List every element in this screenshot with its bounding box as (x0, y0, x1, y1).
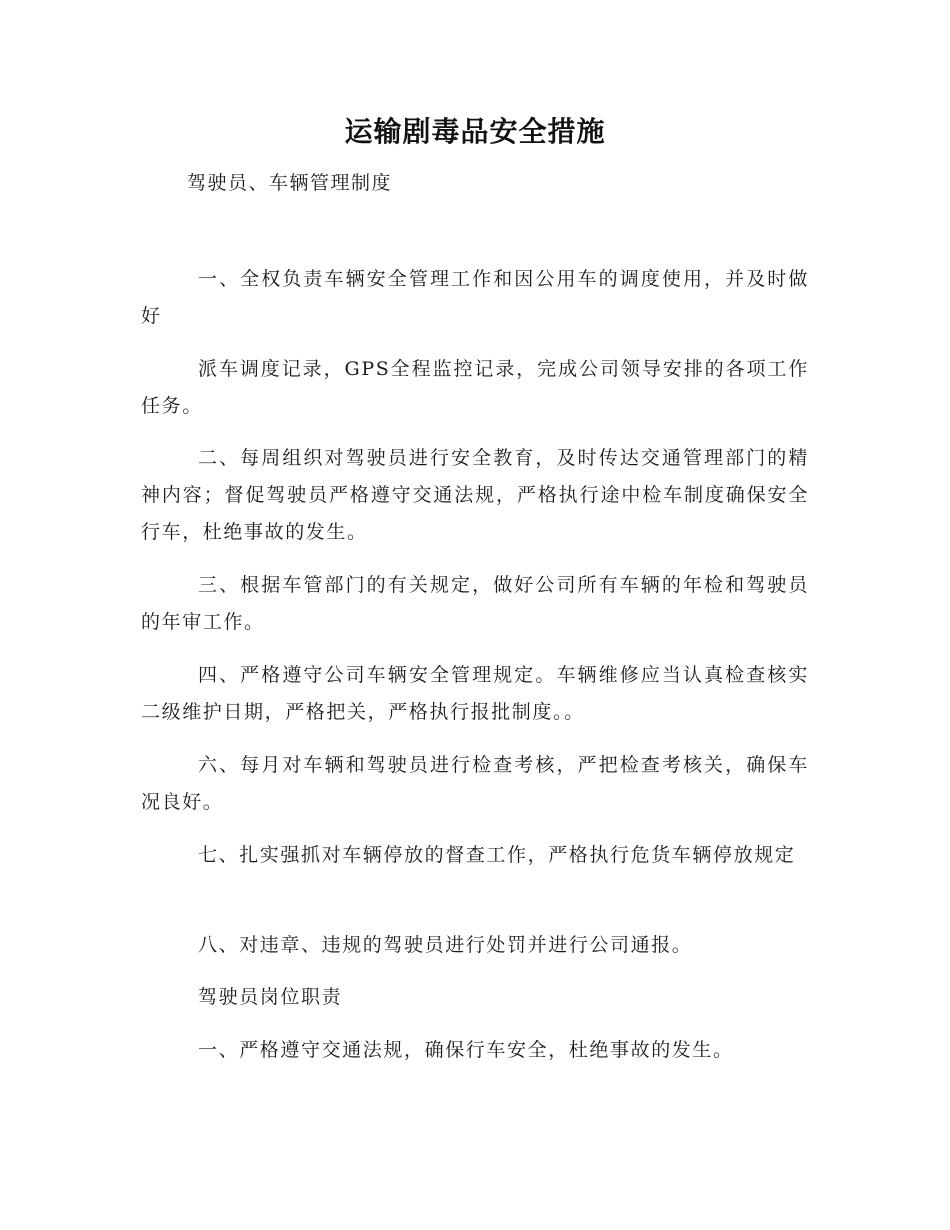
paragraph: 八、对违章、违规的驾驶员进行处罚并进行公司通报。 (198, 934, 693, 956)
paragraph: 三、根据车管部门的有关规定，做好公司所有车辆的年检和驾驶员的年审工作。 (141, 574, 809, 633)
section-heading: 驾驶员岗位职责 (198, 986, 343, 1008)
paragraph: 一、严格遵守交通法规，确保行车安全，杜绝事故的发生。 (198, 1039, 734, 1061)
paragraph: 二、每周组织对驾驶员进行安全教育，及时传达交通管理部门的精神内容；督促驾驶员严格遵守交通法规，严格执行途中检车制度确保安全行车，杜绝事故的发生。 (141, 447, 809, 543)
document-title: 运输剧毒品安全措施 (344, 115, 606, 148)
paragraph: 一、全权负责车辆安全管理工作和因公用车的调度使用，并及时做好 (141, 268, 809, 327)
paragraph: 四、严格遵守公司车辆安全管理规定。车辆维修应当认真检查核实二级维护日期，严格把关，严格执行报批制度。。 (141, 664, 809, 723)
paragraph: 七、扎实强抓对车辆停放的督查工作，严格执行危货车辆停放规定 (198, 844, 796, 866)
document-subtitle: 驾驶员、车辆管理制度 (187, 172, 393, 194)
paragraph: 派车调度记录，GPS全程监控记录，完成公司领导安排的各项工作任务。 (141, 358, 809, 417)
paragraph: 六、每月对车辆和驾驶员进行检查考核，严把检查考核关，确保车况良好。 (141, 754, 809, 813)
